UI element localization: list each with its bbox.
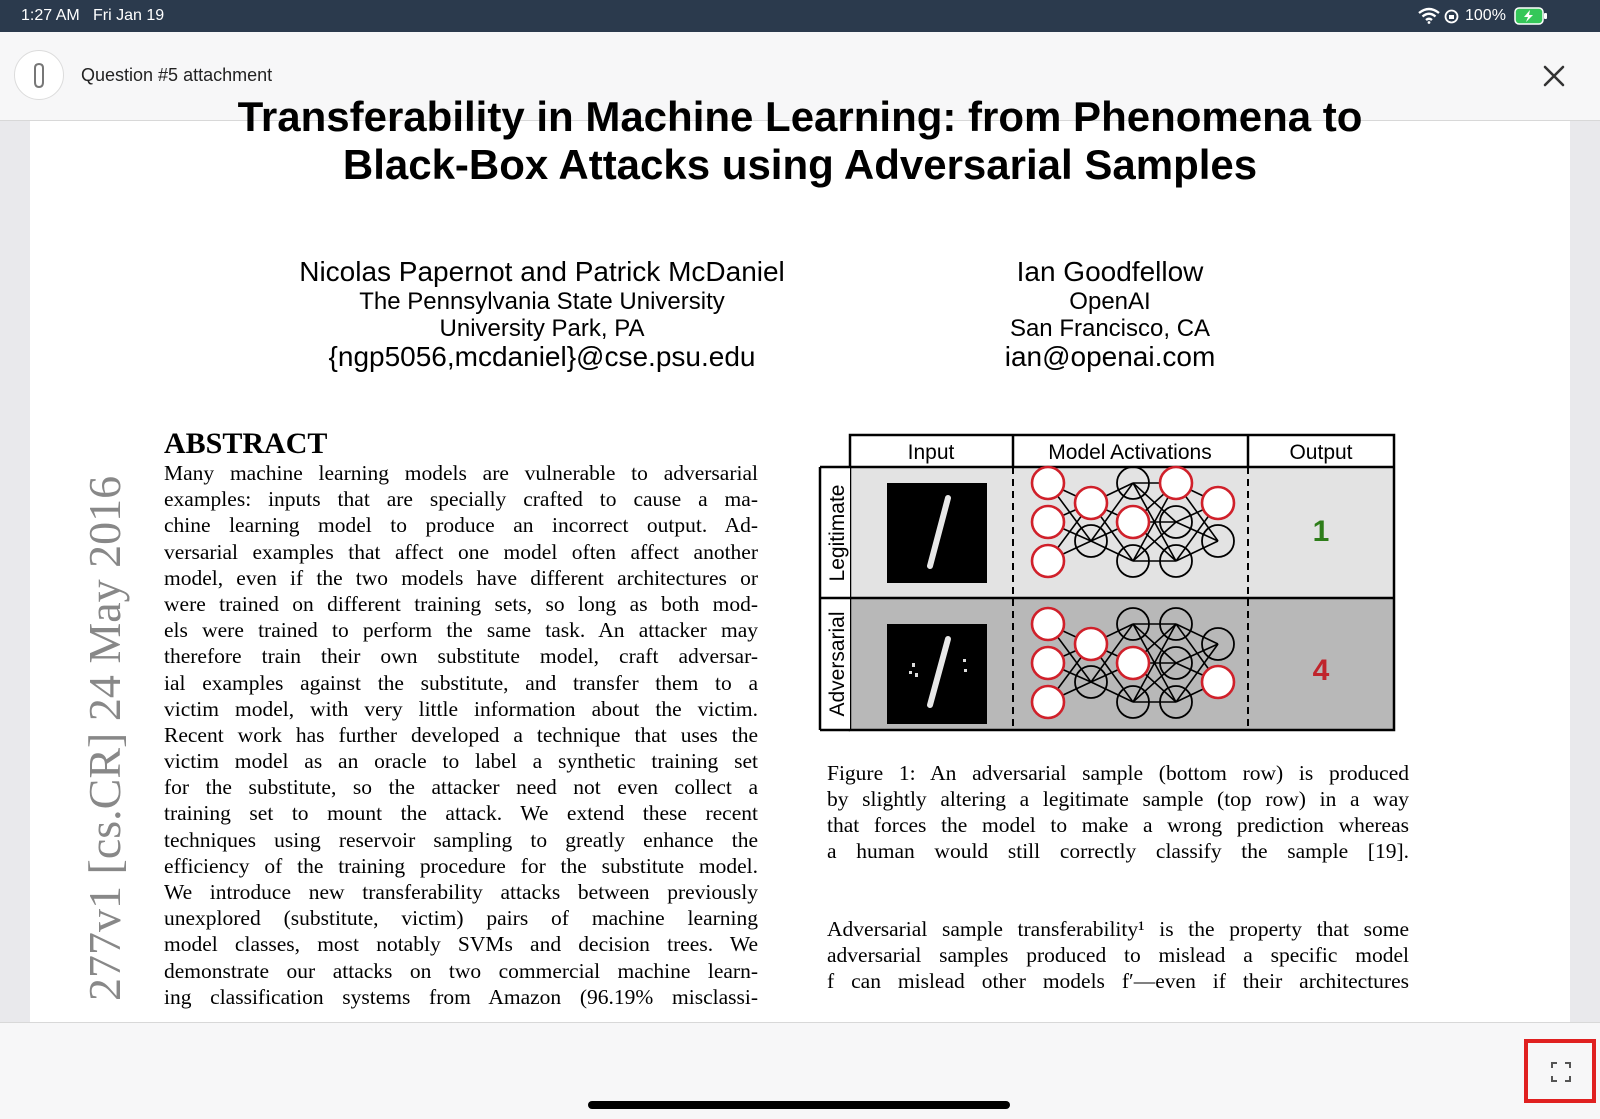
document-viewer[interactable] [0, 93, 1600, 1022]
location-left: University Park, PA [439, 315, 645, 342]
orientation-lock-icon [1444, 9, 1459, 24]
abstract-line: techniques using reservoir sampling to greatly enhance the [164, 827, 758, 852]
network-node [1160, 467, 1192, 499]
abstract-line: model, even if the two models have different architectures or [164, 565, 758, 590]
abstract-line: ial examples against the substitute, and transfer them to a [164, 670, 758, 695]
network-node [1202, 487, 1234, 519]
abstract-line: versarial examples that affect one model often affect another [164, 539, 758, 564]
pdf-page [30, 93, 1570, 1022]
email-left: {ngp5056,mcdaniel}@cse.psu.edu [328, 341, 756, 372]
attachment-title: Question #5 attachment [81, 65, 273, 85]
network-node [1032, 467, 1064, 499]
output-adv-value: 4 [1312, 654, 1330, 687]
figure-caption [827, 760, 1409, 864]
body-line: adversarial samples produced to mislead a specific model [827, 943, 1409, 967]
author-names-left: Nicolas Papernot and Patrick McDaniel [299, 256, 785, 287]
abstract-line: demonstrate our attacks on two commercial machine learn- [164, 958, 758, 983]
row-adv-label: Adversarial [826, 611, 849, 717]
paper-title-line2: Black-Box Attacks using Adversarial Samples [342, 141, 1258, 188]
abstract-line: ing classification systems from Amazon (96.19% misclassi- [164, 984, 758, 1009]
col-input-label: Input [907, 441, 955, 464]
abstract-line: Many machine learning models are vulnerable to adversarial [164, 461, 758, 485]
fullscreen-icon [1551, 1062, 1571, 1082]
status-time: 1:27 AM [21, 7, 80, 24]
abstract-line: Recent work has further developed a technique that uses the [164, 722, 758, 747]
authors-left [192, 256, 892, 372]
caption-line: Figure 1: An adversarial sample (bottom row) is produced [827, 761, 1409, 785]
caption-line: a human would still correctly classify the sample [19]. [827, 839, 1409, 863]
abstract-line: training set to mount the attack. We extend these recent [164, 801, 758, 826]
abstract-line: therefore train their own substitute model, craft adversar- [164, 644, 758, 669]
affiliation-right: OpenAI [1069, 288, 1151, 315]
network-node [1032, 506, 1064, 538]
output-legit-value: 1 [1312, 515, 1330, 548]
close-button[interactable] [1538, 60, 1570, 92]
body-paragraph [827, 916, 1409, 994]
caption-line: that forces the model to make a wrong prediction whereas [827, 813, 1409, 837]
abstract-heading: ABSTRACT [164, 427, 328, 460]
abstract-line: victim model, with very little information about the victim. [164, 696, 758, 721]
row-legit-label: Legitimate [826, 484, 849, 582]
col-activations-label: Model Activations [1048, 441, 1212, 464]
network-node [1075, 487, 1107, 519]
network-node [1032, 608, 1064, 640]
network-node [1117, 647, 1149, 679]
network-node [1032, 647, 1064, 679]
network-node [1032, 686, 1064, 718]
home-indicator[interactable] [588, 1101, 1010, 1109]
abstract-line: were trained on different training sets, so long as both mod- [164, 591, 758, 616]
battery-icon [1514, 7, 1548, 25]
author-names-right: Ian Goodfellow [1016, 256, 1204, 287]
body-line: Adversarial sample transferability¹ is the property that some [827, 917, 1409, 941]
network-node [1117, 506, 1149, 538]
battery-percent: 100% [1465, 7, 1506, 24]
abstract-line: unexplored (substitute, victim) pairs of machine learning [164, 906, 758, 931]
abstract-line: model classes, most notably SVMs and decision trees. We [164, 932, 758, 957]
status-date: Fri Jan 19 [93, 7, 165, 24]
arxiv-stamp: 277v1 [cs.CR] 24 May 2016 [79, 475, 130, 1001]
network-node [1075, 628, 1107, 660]
authors-right [910, 256, 1310, 372]
abstract-text [164, 460, 758, 1010]
network-node [1202, 666, 1234, 698]
location-right: San Francisco, CA [1009, 315, 1211, 342]
close-icon [1538, 60, 1570, 92]
abstract-line: victim model as an oracle to label a synthetic training set [164, 749, 758, 774]
paperclip-icon [30, 62, 50, 90]
status-bar [0, 0, 1600, 32]
col-output-label: Output [1289, 441, 1353, 464]
affiliation-left: The Pennsylvania State University [359, 288, 725, 315]
abstract-line: chine learning model to produce an incorrect output. Ad- [164, 513, 758, 538]
caption-line: by slightly altering a legitimate sample (top row) in a way [827, 787, 1409, 811]
abstract-line: efficiency of the training procedure for the substitute model. [164, 853, 758, 878]
paper-title-line1: Transferability in Machine Learning: from Phenomena to [237, 93, 1363, 140]
wifi-icon [1418, 8, 1440, 24]
figure-1 [818, 433, 1396, 733]
bottom-toolbar [0, 1022, 1600, 1119]
abstract-line: els were trained to perform the same task. An attacker may [164, 618, 758, 643]
abstract-line: examples: inputs that are specially crafted to cause a ma- [164, 487, 758, 512]
email-right: ian@openai.com [1004, 341, 1216, 372]
abstract-line: for the substitute, so the attacker need not even collect a [164, 775, 758, 800]
abstract-line: We introduce new transferability attacks between previously [164, 880, 758, 904]
network-node [1032, 545, 1064, 577]
body-line: f can mislead other models f′—even if their architectures [827, 969, 1409, 993]
fullscreen-button[interactable] [1524, 1039, 1596, 1103]
